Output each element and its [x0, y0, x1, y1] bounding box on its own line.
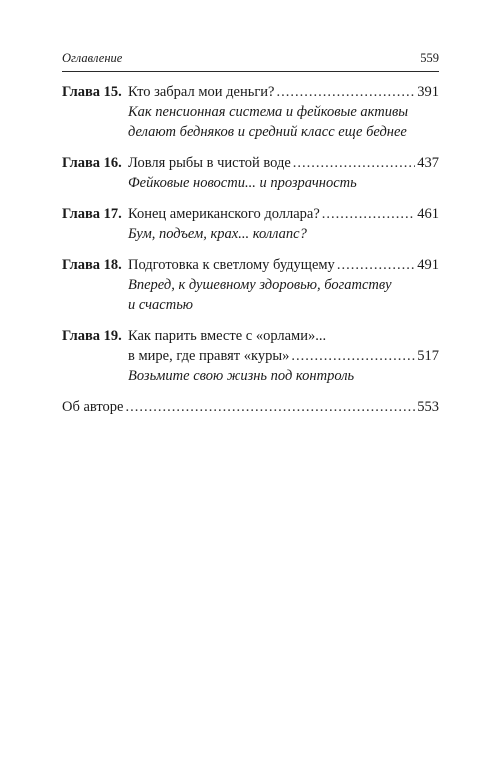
toc-entry-chapter-17[interactable] — [62, 204, 439, 244]
chapter-title: Конец американского доллара? — [128, 206, 320, 222]
chapter-page: 391 — [417, 84, 439, 100]
dot-leader — [322, 204, 415, 224]
running-head — [62, 50, 439, 66]
chapter-subtitle: Фейковые новости... и прозрачность — [128, 175, 357, 191]
chapter-title-continued: в мире, где правят «куры» — [128, 348, 290, 364]
title-line — [128, 255, 439, 275]
chapter-label: Глава 17. — [62, 206, 122, 222]
chapter-title: Кто забрал мои деньги? — [128, 84, 275, 100]
title-line — [128, 82, 439, 102]
chapter-subtitle: делают бедняков и средний класс еще беднее — [128, 124, 407, 140]
toc-entry-chapter-16[interactable] — [62, 153, 439, 193]
table-of-contents — [62, 82, 439, 417]
chapter-title: Ловля рыбы в чистой воде — [128, 155, 291, 171]
chapter-title: Подготовка к светлому будущему — [128, 257, 335, 273]
entry-body — [128, 326, 439, 386]
chapter-subtitle: Как пенсионная система и фейковые активы — [128, 104, 409, 120]
chapter-title: Как парить вместе с «орлами»... — [128, 328, 327, 344]
about-title: Об авторе — [62, 399, 124, 415]
entry-body — [128, 153, 439, 193]
chapter-subtitle: Возьмите свою жизнь под контроль — [128, 368, 355, 384]
toc-entry-chapter-18[interactable] — [62, 255, 439, 315]
toc-entry-chapter-15[interactable] — [62, 82, 439, 142]
dot-leader — [291, 346, 415, 366]
title-line — [128, 346, 439, 366]
entry-body — [128, 255, 439, 315]
chapter-label: Глава 18. — [62, 257, 122, 273]
about-page: 553 — [417, 399, 439, 415]
chapter-label: Глава 19. — [62, 328, 122, 344]
chapter-page: 461 — [417, 206, 439, 222]
chapter-page: 517 — [417, 348, 439, 364]
section-title: Оглавление — [62, 51, 123, 65]
chapter-label: Глава 15. — [62, 84, 122, 100]
chapter-subtitle: Бум, подъем, крах... коллапс? — [128, 226, 307, 242]
dot-leader — [293, 153, 415, 173]
chapter-page: 491 — [417, 257, 439, 273]
dot-leader — [125, 397, 415, 417]
entry-body — [128, 82, 439, 142]
page-number: 559 — [420, 51, 439, 65]
entry-body — [128, 204, 439, 244]
toc-page — [62, 50, 439, 428]
dot-leader — [277, 82, 416, 102]
dot-leader — [337, 255, 415, 275]
title-line — [128, 326, 439, 346]
chapter-label: Глава 16. — [62, 155, 122, 171]
title-line — [128, 153, 439, 173]
header-rule — [62, 71, 439, 72]
chapter-subtitle: и счастью — [128, 297, 194, 313]
toc-entry-chapter-19[interactable] — [62, 326, 439, 386]
title-line — [62, 397, 439, 417]
chapter-page: 437 — [417, 155, 439, 171]
chapter-subtitle: Вперед, к душевному здоровью, богатству — [128, 277, 392, 293]
entry-body — [62, 397, 439, 417]
title-line — [128, 204, 439, 224]
toc-entry-about-author[interactable] — [62, 397, 439, 417]
